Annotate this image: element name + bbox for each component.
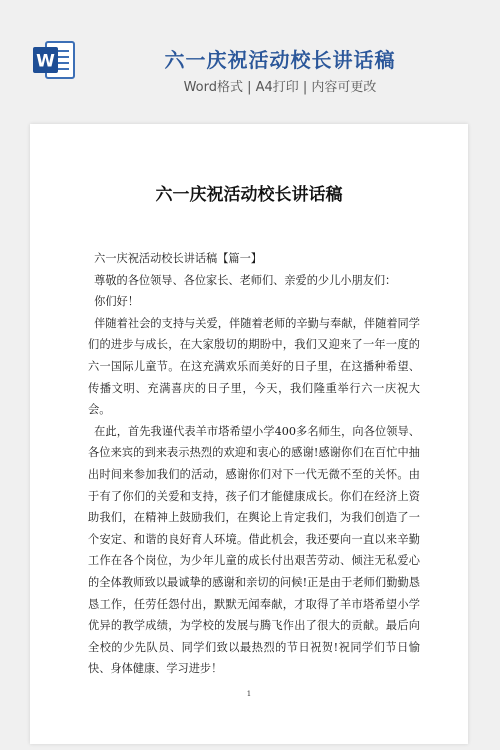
word-document-icon (32, 40, 76, 80)
body-paragraph: 在此，首先我谨代表羊市塔希望小学400多名师生，向各位领导、各位来宾的到来表示热烈的欢迎和衷心的感谢!感谢你们在百忙中抽出时间来参加我们的活动，感谢你们对下一代无微不至的关怀。由于有了你们的关爱和支持，孩子们才能健康成长。你们在经济上资助我们，在精神上鼓励我们，在舆论上肯定我们，为我们创造了一个安定、和谐的良好育人环境。借此机会，我还要向一直以来辛勤工作在各个岗位，为少年儿童的成长付出艰苦劳动、倾注无私爱心的全体教师致以最诚挚的感谢和亲切的问候!正是由于老师们勤勤恳恳工作，任劳任怨付出，默默无闻奉献，才取得了羊市塔希望小学优异的教学成绩，为学校的发展与腾飞作出了很大的贡献。最后向全校的少先队员、同学们致以最热烈的节日祝贺!祝同学们节日愉快、身体健康、学习进步！ (88, 424, 420, 676)
document-body (88, 248, 420, 680)
body-paragraph: 伴随着社会的支持与关爱，伴随着老师的辛勤与奉献，伴随着同学们的进步与成长，在大家殷切的期盼中，我们又迎来了一年一度的六一国际儿童节。在这充满欢乐而美好的日子里，在这播种希望、传播文明、充满喜庆的日子里，今天，我们隆重举行六一庆祝大会。 (88, 316, 420, 417)
document-title: 六一庆祝活动校长讲话稿 (155, 185, 343, 205)
document-page (30, 124, 468, 744)
page-number: 1 (246, 690, 252, 698)
banner-title: 六一庆祝活动校长讲话稿 (164, 48, 396, 72)
banner-subtitle: Word格式 | A4打印 | 内容可更改 (183, 80, 377, 95)
section-heading: 六一庆祝活动校长讲话稿【篇一】 (94, 252, 262, 265)
word-icon-letter: W (36, 51, 55, 72)
salutation: 尊敬的各位领导、各位家长、老师们、亲爱的少儿小朋友们： (94, 273, 397, 287)
header-banner (0, 0, 500, 124)
greeting: 你们好！ (94, 295, 139, 309)
